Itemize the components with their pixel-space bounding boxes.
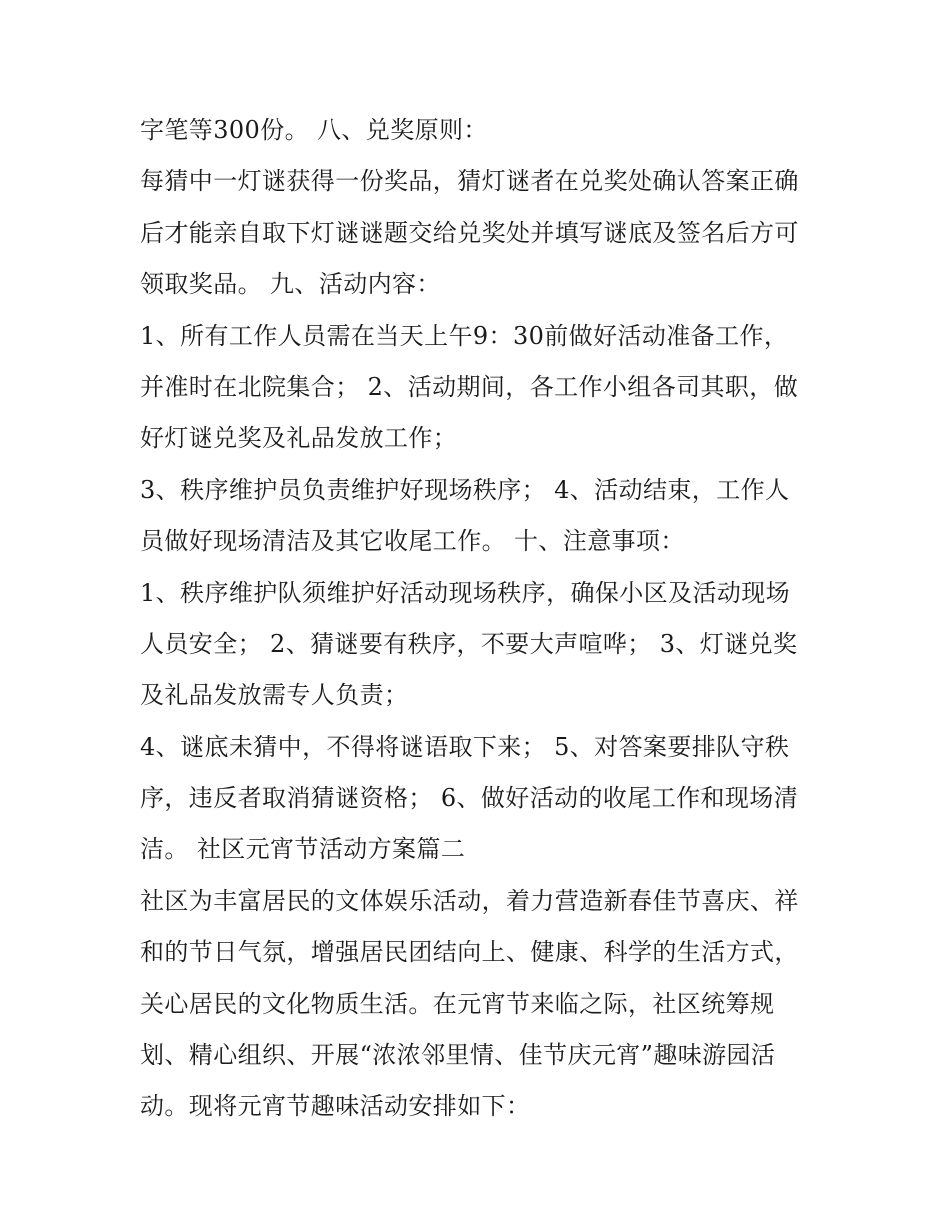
text-line: 领取奖品。 九、活动内容：	[140, 270, 441, 299]
text-line: 划、精心组织、开展“浓浓邻里情、佳节庆元宵”趣味游园活	[140, 1041, 776, 1070]
text-line: 字笔等300份。 八、兑奖原则：	[140, 116, 488, 144]
text-line: 员做好现场清洁及其它收尾工作。 十、注意事项：	[140, 527, 685, 556]
text-line: 洁。 社区元宵节活动方案篇二	[140, 835, 466, 864]
text-line: 关心居民的文化物质生活。在元宵节来临之际，社区统筹规	[140, 989, 775, 1018]
text-line: 好灯谜兑奖及礼品发放工作；	[140, 424, 458, 453]
text-line: 后才能亲自取下灯谜谜题交给兑奖处并填写谜底及签名后方可	[140, 218, 799, 247]
text-line: 3、秩序维护员负责维护好现场秩序； 4、活动结束，工作人	[140, 475, 790, 504]
text-line: 和的节日气氛，增强居民团结向上、健康、科学的生活方式，	[140, 938, 799, 967]
text-line: 序，违反者取消猜谜资格； 6、做好活动的收尾工作和现场清	[140, 784, 799, 813]
text-line: 社区为丰富居民的文体娱乐活动，着力营造新春佳节喜庆、祥	[140, 886, 799, 915]
text-line: 4、谜底未猜中，不得将谜语取下来； 5、对答案要排队守秩	[140, 732, 790, 761]
text-line: 人员安全； 2、猜谜要有秩序，不要大声喧哗； 3、灯谜兑奖	[140, 629, 798, 658]
text-line: 动。现将元宵节趣味活动安排如下：	[140, 1092, 531, 1121]
text-line: 及礼品发放需专人负责；	[140, 681, 409, 710]
document-body	[140, 105, 820, 1133]
text-line: 并准时在北院集合； 2、活动期间，各工作小组各司其职，做	[140, 372, 799, 401]
text-line: 1、所有工作人员需在当天上午9：30前做好活动准备工作，	[140, 321, 789, 350]
text-line: 每猜中一灯谜获得一份奖品，猜灯谜者在兑奖处确认答案正确	[140, 167, 799, 196]
text-line: 1、秩序维护队须维护好活动现场秩序，确保小区及活动现场	[140, 578, 791, 607]
